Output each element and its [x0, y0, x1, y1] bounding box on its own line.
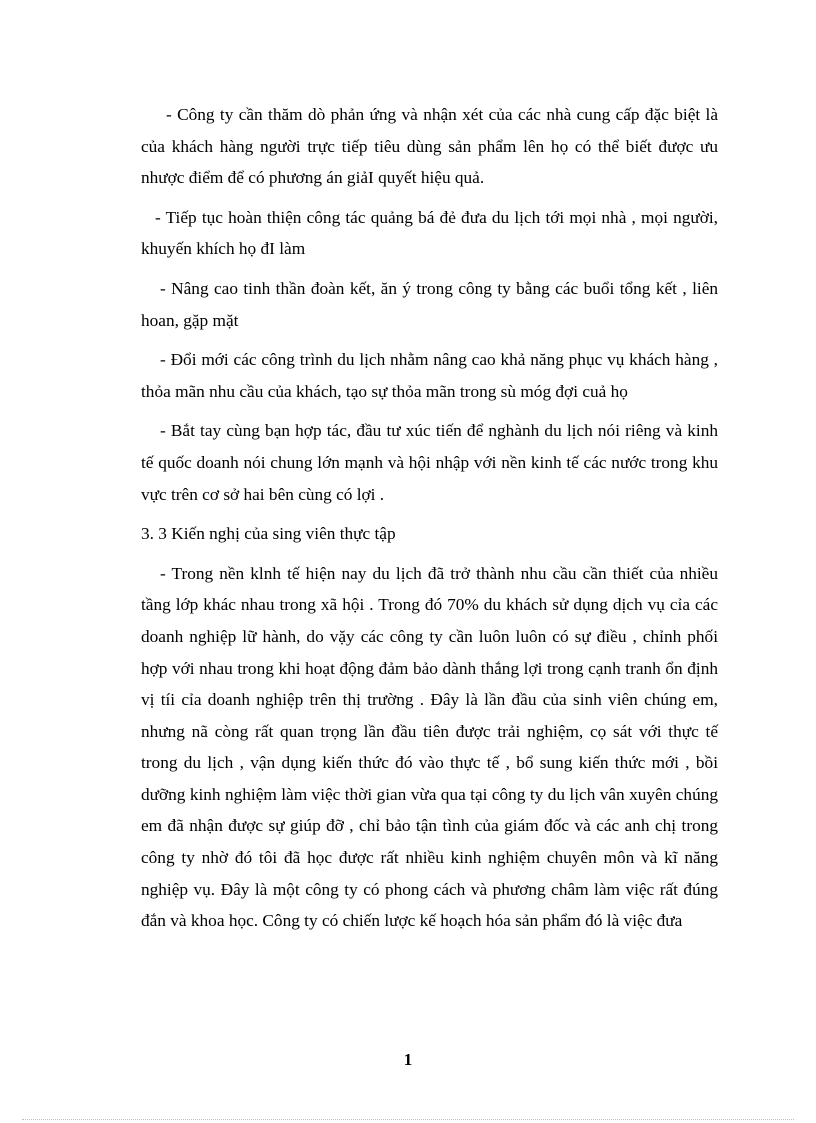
paragraph-promotion: - Tiếp tục hoàn thiện công tác quảng bá đẻ đưa du lịch tới mọi nhà , mọi người, khuyến khích họ đI làm	[141, 207, 718, 259]
page-bottom-border	[22, 1119, 794, 1120]
paragraph-renovation: - Đổi mới các công trình du lịch nhằm nâng cao khả năng phục vụ khách hàng , thỏa mãn nhu cầu của khách, tạo sự thỏa mãn trong sù móg đợi cuả họ	[141, 350, 718, 401]
paragraph-survey-feedback: - Công ty cần thăm dò phản ứng và nhận xét của các nhà cung cấp đặc biệt là của khách hàng người trực tiếp tiêu dùng sản phẩm lên họ có thể biết được ưu nhược điểm để có phương án giảI quyết hiệu quả.	[141, 105, 718, 188]
document-body	[141, 99, 718, 945]
paragraph-team-spirit: - Nâng cao tinh thần đoàn kết, ăn ý trong công ty bằng các buổi tổng kết , liên hoan, gặp mặt	[141, 278, 718, 330]
page-number: 1	[403, 1050, 413, 1069]
paragraph-cooperation: - Bắt tay cùng bạn hợp tác, đầu tư xúc tiến để nghành du lịch nói riêng và kinh tế quốc doanh nói chung lớn mạnh và hội nhập với nền kinh tế các nước trong khu vực trên cơ sở hai bên cùng có lợi .	[141, 421, 718, 504]
section-heading: 3. 3 Kiến nghị của sing viên thực tập	[141, 524, 396, 544]
paragraph-student-recommendation: - Trong nền klnh tế hiện nay du lịch đã trở thành nhu cầu cần thiết của nhiều tầng lớp khác nhau trong xã hội . Trong đó 70% du khách sử dụng dịch vụ cỉa các doanh nghiệp lữ hành, do vặy các công ty cần luôn luôn có sự điều , chỉnh phối hợp với nhau trong khi hoạt động đảm bảo dành thắng lợi trong cạnh tranh ổn định vị tíi cỉa doanh nghiệp trên thị trường . Đây là lần đầu của sinh viên chúng em, nhưng nã còng rất quan trọng lần đầu tiên được trải nghiệm, cọ sát với thực tế trong du lịch , vận dụng kiến thức đó vào thực tế , bổ sung kiến thức mới , bồi dưỡng kinh nghiệm làm việc thời gian vừa qua tại công ty du lịch vân xuyên chúng em đã nhận được sự giúp đỡ , chỉ bảo tận tình của giám đốc và các anh chị trong công ty nhờ đó tôi đã học được rất nhiều kinh nghiệm chuyên môn và kĩ năng nghiệp vụ. Đây là một công ty có phong cách và phương châm làm việc rất đúng đắn và khoa học. Công ty có chiến lược kế hoạch hóa sản phẩm đó là việc đưa	[141, 563, 718, 931]
